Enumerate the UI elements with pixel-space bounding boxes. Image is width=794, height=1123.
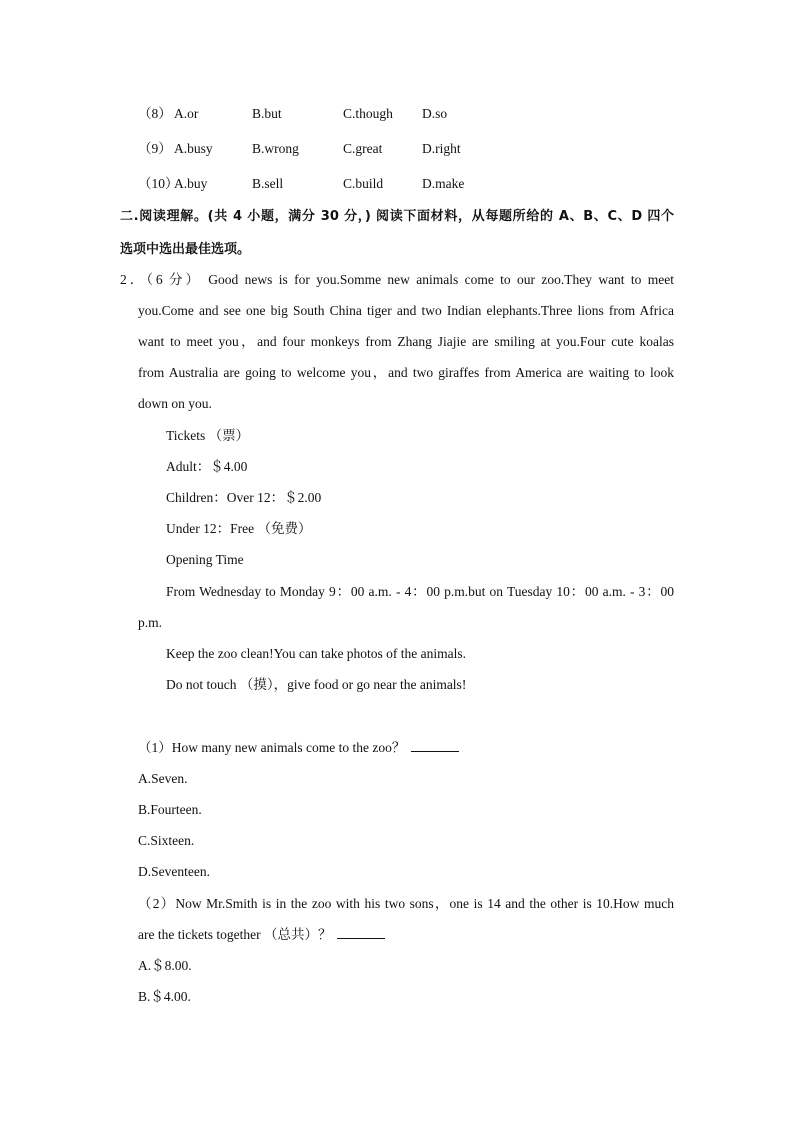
answer-blank[interactable] (337, 926, 385, 939)
passage-line: want to meet you，and four monkeys from Zhang Jiajie are smiling at you.Four cute koalas (138, 334, 674, 349)
zoo-rule: Keep the zoo clean!You can take photos of the animals. (166, 646, 467, 661)
option-b: B.sell (252, 176, 284, 191)
passage-line: from Australia are going to welcome you，and two giraffes from America are waiting to look (138, 365, 674, 380)
section-title-line1: 二.阅读理解。(共 4 小题，满分 30 分，) 阅读下面材料，从每题所给的 A、B、C、D 四个 (120, 209, 674, 224)
under-12-price: Under 12：Free （免费） (166, 521, 312, 536)
option-d: D.right (422, 141, 461, 156)
question-2-text: are the tickets together （总共）？ (138, 927, 332, 942)
option-a: A.busy (174, 141, 213, 156)
opening-time-heading: Opening Time (166, 552, 244, 567)
tickets-heading: Tickets （票） (166, 428, 250, 443)
question-1-option-c: C.Sixteen. (138, 833, 195, 848)
children-price: Children：Over 12：＄2.00 (166, 490, 322, 505)
option-c: C.great (343, 141, 383, 156)
passage-line: you.Come and see one big South China tiger and two Indian elephants.Three lions from Africa (138, 303, 674, 318)
option-d: D.make (422, 176, 465, 191)
question-number: （9） (138, 141, 172, 156)
question-number: （10） (138, 176, 179, 191)
section-title-line2: 选项中选出最佳选项。 (120, 242, 251, 257)
option-a: A.or (174, 106, 199, 121)
option-c: C.build (343, 176, 384, 191)
answer-blank[interactable] (411, 739, 459, 752)
question-1-option-d: D.Seventeen. (138, 864, 210, 879)
option-b: B.wrong (252, 141, 299, 156)
question-1-option-b: B.Fourteen. (138, 802, 202, 817)
zoo-rule: Do not touch （摸），give food or go near the animals! (166, 677, 467, 692)
opening-hours-cont: p.m. (138, 615, 163, 630)
option-a: A.buy (174, 176, 208, 191)
question-number: （8） (138, 106, 172, 121)
question-2-option-a: A.＄8.00. (138, 958, 192, 973)
question-2-option-b: B.＄4.00. (138, 989, 191, 1004)
question-2-stem-line1: （2）Now Mr.Smith is in the zoo with his two sons，one is 14 and the other is 10.How much (138, 896, 674, 911)
opening-hours: From Wednesday to Monday 9：00 a.m. - 4：00 p.m.but on Tuesday 10：00 a.m. - 3：00 (166, 584, 674, 599)
question-1-text: （1）How many new animals come to the zoo？ (138, 740, 406, 755)
question-1-stem (138, 738, 459, 758)
question-1-option-a: A.Seven. (138, 771, 188, 786)
question-2-stem-line2 (138, 925, 385, 945)
passage-lead: 2．（6 分） Good news is for you.Somme new animals come to our zoo.They want to meet (120, 272, 674, 287)
passage-last-line: down on you. (138, 396, 212, 411)
adult-price: Adult：＄4.00 (166, 459, 248, 474)
option-c: C.though (343, 106, 393, 121)
option-b: B.but (252, 106, 282, 121)
option-d: D.so (422, 106, 448, 121)
